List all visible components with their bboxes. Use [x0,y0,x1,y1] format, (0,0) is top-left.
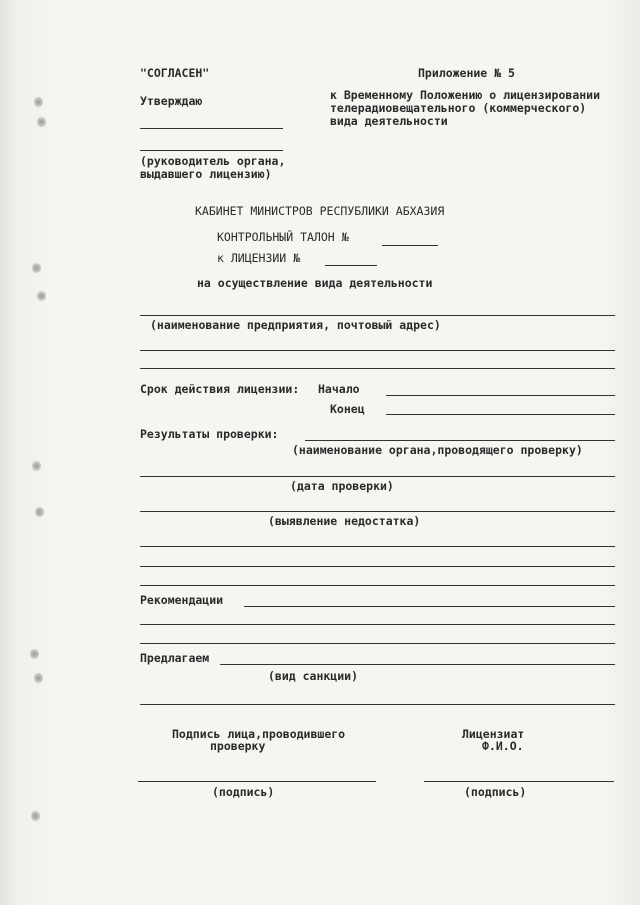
appendix-desc-1: к Временному Положению о лицензировании [330,88,601,102]
approver-line-1 [140,128,283,129]
activity-title: на осуществление вида деятельности [197,276,433,290]
appendix-desc-3: вида деятельности [330,114,448,128]
licensee-name-label: Ф.И.О. [482,739,524,753]
recommendations-line-2 [140,624,615,625]
enterprise-line-3 [140,368,615,369]
results-label: Результаты проверки: [140,427,279,441]
end-line [386,414,615,415]
recommendations-line [244,606,615,607]
validity-label: Срок действия лицензии: [140,382,300,396]
sanction-caption: (вид санкции) [268,669,359,683]
license-title: к ЛИЦЕНЗИИ № [217,251,301,265]
licensee-signature-caption: (подпись) [464,785,527,799]
inspecting-caption: (наименование органа,проводящего проверку) [292,443,583,457]
licensee-signature-line [424,781,614,782]
head-caption-1: (руководитель органа, [140,154,286,168]
end-label: Конец [330,402,365,416]
start-label: Начало [318,382,360,396]
appendix-label: Приложение № 5 [418,66,515,80]
agreed-label: "СОГЛАСЕН" [140,66,210,80]
approve-label: Утверждаю [140,94,203,108]
head-caption-2: выдавшего лицензию) [140,167,272,181]
licensee-label: Лицензиат [462,727,525,741]
recommendations-line-3 [140,643,615,644]
inspector-signature-line [138,781,376,782]
inspector-sign-label-1: Подпись лица,проводившего [172,727,346,741]
control-number-line [382,245,438,246]
inspector-signature-caption: (подпись) [212,785,275,799]
enterprise-line [140,315,615,316]
license-number-line [325,265,377,266]
deficiency-line [140,511,615,512]
deficiency-line-2 [140,546,615,547]
deficiency-line-3 [140,566,615,567]
propose-line [220,664,615,665]
results-line [305,440,615,441]
enterprise-line-2 [140,350,615,351]
control-coupon-title: КОНТРОЛЬНЫЙ ТАЛОН № [217,230,349,244]
propose-label: Предлагаем [140,651,210,665]
inspector-sign-label-2: проверку [210,739,266,753]
recommendations-label: Рекомендации [140,593,224,607]
approver-line-2 [140,150,283,151]
date-caption: (дата проверки) [290,479,394,493]
sanction-line [140,704,615,705]
deficiency-line-4 [140,585,615,586]
date-line [140,476,615,477]
enterprise-caption: (наименование предприятия, почтовый адрес) [150,318,441,332]
cabinet-title: КАБИНЕТ МИНИСТРОВ РЕСПУБЛИКИ АБХАЗИЯ [195,204,445,218]
appendix-desc-2: телерадиовещательного (коммерческого) [330,101,587,115]
deficiency-caption: (выявление недостатка) [268,514,421,528]
start-line [386,395,615,396]
